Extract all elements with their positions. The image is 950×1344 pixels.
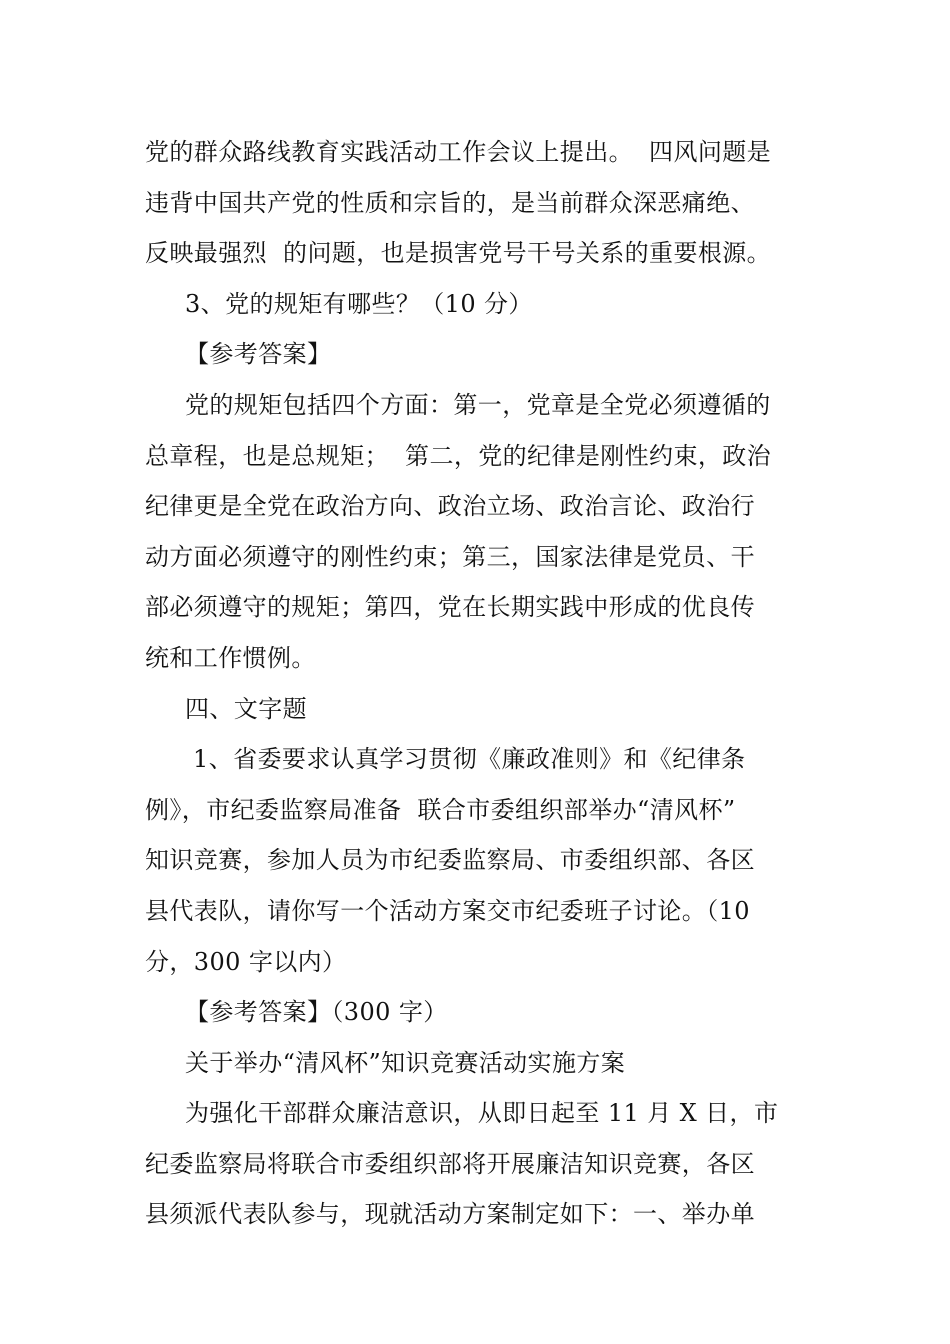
text-line: 为强化干部群众廉洁意识，从即日起至 11 月 X 日，市 bbox=[185, 1099, 779, 1128]
text-line: 纪律更是全党在政治方向、政治立场、政治言论、政治行 bbox=[145, 492, 755, 521]
answer-label: 【参考答案】（300 字） bbox=[185, 998, 448, 1027]
text-line: 动方面必须遵守的刚性约束；第三，国家法律是党员、干 bbox=[145, 542, 755, 571]
text-line: 党的规矩包括四个方面：第一，党章是全党必须遵循的 bbox=[185, 390, 771, 419]
text-line: 纪委监察局将联合市委组织部将开展廉洁知识竞赛，各区 bbox=[145, 1149, 755, 1178]
text-line: 总章程，也是总规矩； 第二，党的纪律是刚性约束，政治 bbox=[145, 441, 772, 470]
text-line: 违背中国共产党的性质和宗旨的，是当前群众深恶痛绝、 bbox=[145, 188, 755, 217]
document-page bbox=[145, 127, 813, 1240]
text-line: 统和工作惯例。 bbox=[145, 643, 316, 672]
question-heading: 3、党的规矩有哪些？（10 分） bbox=[185, 289, 533, 318]
question-heading: 1、省委要求认真学习贯彻《廉政准则》和《纪律条 bbox=[185, 745, 746, 774]
answer-label: 【参考答案】 bbox=[185, 340, 332, 369]
text-line: 部必须遵守的规矩；第四，党在长期实践中形成的优良传 bbox=[145, 593, 755, 622]
text-line: 例》，市纪委监察局准备 联合市委组织部举办“清风杯” bbox=[145, 795, 736, 824]
text-line: 分，300 字以内） bbox=[145, 947, 347, 976]
text-line: 党的群众路线教育实践活动工作会议上提出。 四风问题是 bbox=[145, 138, 772, 166]
text-line: 县须派代表队参与，现就活动方案制定如下：一、举办单 bbox=[145, 1200, 755, 1229]
plan-title: 关于举办“清风杯”知识竞赛活动实施方案 bbox=[185, 1048, 626, 1077]
section-heading: 四、文字题 bbox=[185, 694, 307, 723]
text-line: 知识竞赛，参加人员为市纪委监察局、市委组织部、各区 bbox=[145, 846, 755, 875]
text-line: 反映最强烈 的问题，也是损害党号干号关系的重要根源。 bbox=[145, 239, 772, 268]
text-line: 县代表队，请你写一个活动方案交市纪委班子讨论。（10 bbox=[145, 896, 750, 925]
